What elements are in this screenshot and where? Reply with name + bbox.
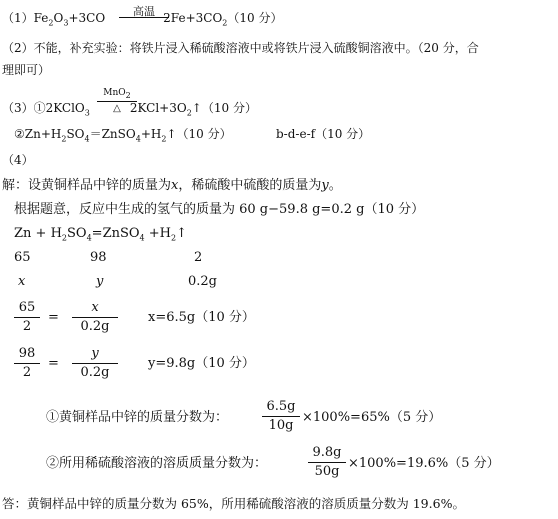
zinc-fraction: 6.5g 10g [262,399,300,434]
heat-symbol: △ [113,103,121,114]
apparatus-order: b-d-e-f（10 分） [276,127,371,141]
zinc-fraction-label: ①黄铜样品中锌的质量分数为： [46,410,229,425]
proportion-2-right: y 0.2g [72,346,118,381]
unknown-x: x [18,274,26,289]
proportion-1-equals: = [48,310,59,325]
reaction-equation: $Zn + H_2SO_4=ZnSO_4$ $+H_2↑$ [14,226,188,243]
reaction-condition-high-temp: 高温 [133,5,155,18]
acid-fraction: 9.8g 50g [308,445,346,480]
final-answer: 答：黄铜样品中锌的质量分数为 65%，所用稀硫酸溶液的溶质质量分数为 19.6%。 [2,496,465,511]
proportion-1-left: 65 2 [14,300,40,335]
answer-1-equation: $(1)Fe_2O_3+3CO$ $2Fe+3CO_2(10$ 分） [2,11,283,28]
acid-fraction-result: ×100%=19.6%（5 分） [348,456,500,471]
answer-3-equation-1: （3）①2KClO$_3$ $2KCl+3O_2↑(10$ 分） [2,101,257,118]
zinc-fraction-result: ×100%=65%（5 分） [302,410,442,425]
molar-mass-zn: 65 [14,250,31,265]
answer-2-line1: （2）不能，补充实验：将铁片浸入稀硫酸溶液中或将铁片浸入硫酸铜溶液中。（20 分，合 [2,41,479,55]
molar-mass-h2so4: 98 [90,250,107,265]
catalyst-label: MnO$_2$ [103,88,131,100]
result-y: y=9.8g（10 分） [148,356,255,371]
answer-4-label: （4） [2,153,34,167]
unknown-y: y [96,274,104,289]
hydrogen-mass-line: 根据题意，反应中生成的氢气的质量为 60 g−59.8 g=0.2 g（10 分） [14,202,425,217]
reaction-condition-bar [119,17,169,18]
solution-setup: 解：设黄铜样品中锌的质量为x，稀硫酸中硫酸的质量为y。 [2,178,342,193]
proportion-2-left: 98 2 [14,346,40,381]
proportion-2-equals: = [48,356,59,371]
known-h2-mass: 0.2g [188,274,217,289]
result-x: x=6.5g（10 分） [148,310,255,325]
answer-3-equation-2: $②Zn+H_2SO_4=ZnSO_4+H_2↑(10$ 分） [14,127,232,144]
molar-mass-h2: 2 [194,250,203,265]
catalyst-bar [97,101,137,102]
answer-2-line2: 理即可） [2,63,51,77]
proportion-1-right: x 0.2g [72,300,118,335]
acid-fraction-label: ②所用稀硫酸溶液的溶质质量分数为： [46,456,268,471]
